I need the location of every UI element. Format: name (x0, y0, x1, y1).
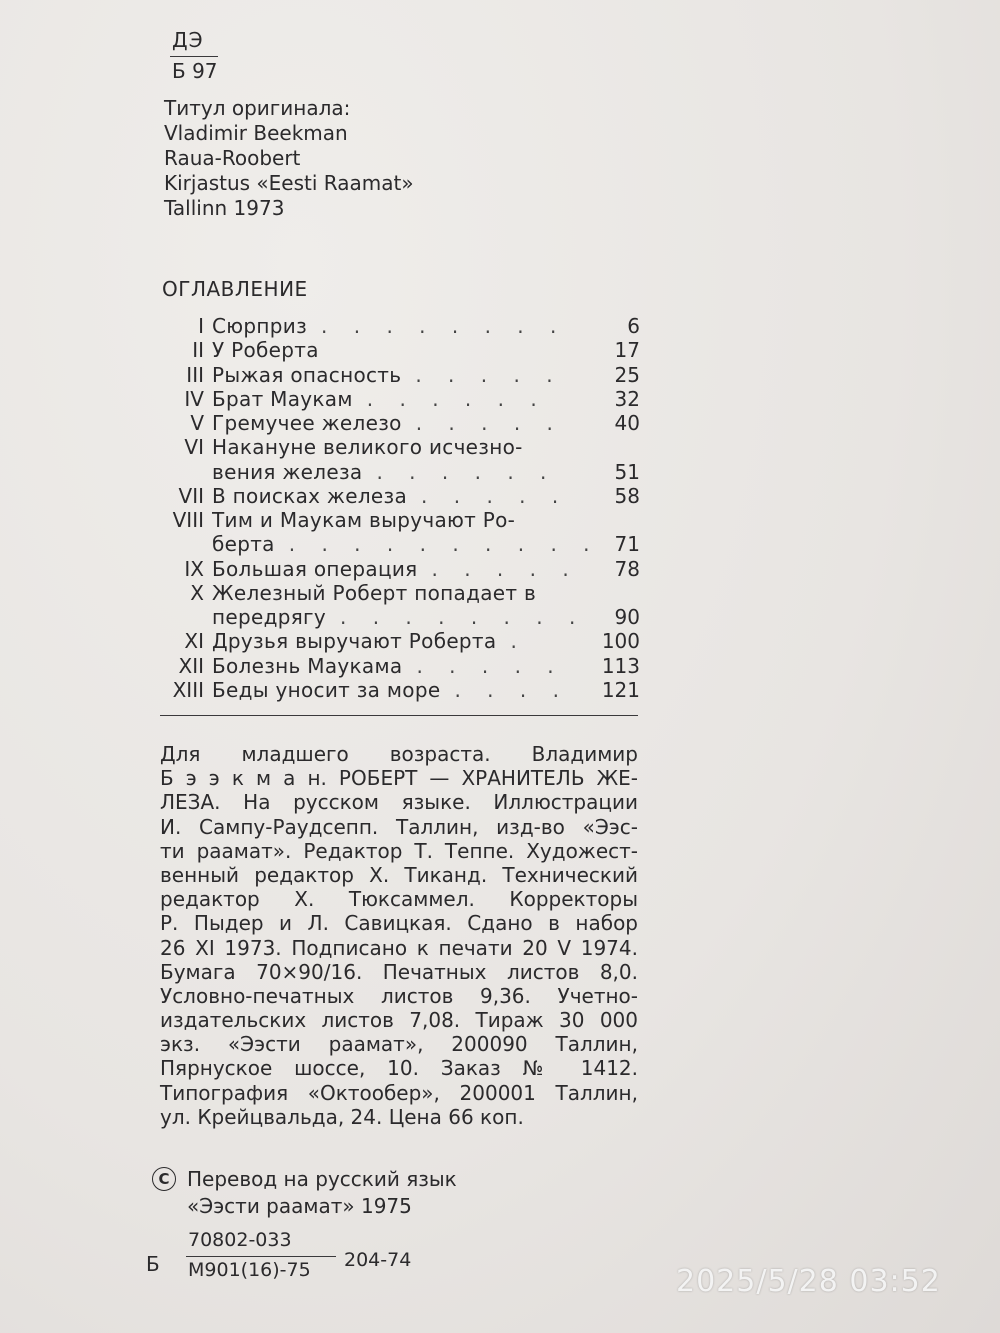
toc-row (150, 581, 640, 605)
toc-chapter-number: III (186, 363, 204, 387)
toc-row (150, 532, 640, 556)
toc-chapter-number: IV (184, 387, 204, 411)
toc-chapter-number: XII (178, 654, 204, 678)
toc-chapter-number: II (192, 338, 204, 362)
toc-chapter-title (212, 435, 610, 459)
imprint-line: издательских листов 7,08. Тираж 30 000 (160, 1008, 638, 1033)
toc-leader-dots: . (510, 629, 527, 653)
copyright-line: «Ээсти раамат» 1975 (187, 1194, 412, 1218)
toc-chapter-number: XIII (172, 678, 204, 702)
imprint-line: Условно-печатных листов 9,36. Учетно- (160, 983, 638, 1008)
imprint-line: Б э э к м а н. РОБЕРТ — ХРАНИТЕЛЬ ЖЕ- (160, 766, 638, 791)
toc-title-text: передрягу (212, 605, 326, 629)
toc-page-number: 78 (614, 557, 640, 581)
catalog-numerator: 70802-033 (188, 1229, 292, 1251)
toc-title-text: Брат Маукам (212, 387, 353, 411)
toc-chapter-title (212, 678, 610, 702)
toc-title-text: Друзья выручают Роберта (212, 629, 497, 653)
toc-leader-dots: . . . . . . (366, 387, 547, 411)
imprint-block (160, 742, 638, 1129)
catalog-letter: Б (146, 1252, 160, 1276)
original-title-line: Raua-Roobert (164, 146, 301, 170)
toc-title-text: У Роберта (212, 338, 319, 362)
catalog-fraction-line (186, 1256, 336, 1257)
imprint-line: ул. Крейцвальда, 24. Цена 66 коп. (160, 1104, 524, 1129)
imprint-line: редактор X. Тюксаммел. Корректоры (160, 887, 638, 912)
original-title-line: Vladimir Beekman (164, 121, 348, 145)
toc-title-text: Рыжая опасность (212, 363, 402, 387)
toc-page-number: 40 (614, 411, 640, 435)
toc-chapter-title (212, 363, 610, 387)
original-title-block (164, 96, 414, 221)
toc-row (150, 484, 640, 508)
toc-page-number: 51 (614, 460, 640, 484)
udc-divider (170, 56, 218, 57)
toc-title-text: Железный Роберт попадает в (212, 581, 537, 605)
toc-chapter-title (212, 605, 610, 629)
toc-row (150, 338, 640, 362)
toc-title-text: Тим и Маукам выручают Ро- (212, 508, 516, 532)
toc-page-number: 113 (601, 654, 640, 678)
toc-chapter-number: X (190, 581, 204, 605)
toc-chapter-title (212, 532, 610, 556)
toc-leader-dots: . . . . . (415, 411, 563, 435)
toc-title-text: вения железа (212, 460, 363, 484)
toc-chapter-title (212, 508, 610, 532)
toc-chapter-number: V (190, 411, 204, 435)
original-title-line: Tallinn 1973 (164, 196, 285, 220)
toc-title-text: В поисках железа (212, 484, 408, 508)
toc-chapter-title (212, 314, 610, 338)
toc-row (150, 605, 640, 629)
toc-row (150, 411, 640, 435)
toc-chapter-number: I (198, 314, 204, 338)
toc-chapter-title (212, 581, 610, 605)
catalog-suffix: 204-74 (344, 1249, 412, 1271)
original-title-line: Титул оригинала: (164, 96, 351, 120)
toc-leader-dots: . . . . . . . . (339, 605, 586, 629)
copyright-line: Перевод на русский язык (187, 1167, 457, 1191)
toc-leader-dots: . . . . . (421, 484, 569, 508)
toc-chapter-title (212, 411, 610, 435)
section-divider (160, 715, 638, 716)
udc-code-bottom: Б 97 (172, 59, 218, 83)
toc-chapter-title (212, 484, 610, 508)
imprint-line: 26 XI 1973. Подписано к печати 20 V 1974. (160, 935, 638, 960)
toc-row (150, 314, 640, 338)
catalog-denominator: М901(16)-75 (188, 1259, 311, 1281)
imprint-line: Бумага 70×90/16. Печатных листов 8,0. (160, 959, 638, 984)
toc-chapter-title (212, 654, 610, 678)
toc-chapter-title (212, 338, 610, 362)
toc-title-text: Болезнь Маукама (212, 654, 403, 678)
imprint-line: Типография «Октообер», 200001 Таллин, (160, 1080, 638, 1105)
toc-leader-dots: . . . . . (431, 557, 579, 581)
imprint-line: Для младшего возраста. Владимир (160, 742, 638, 766)
imprint-line: ти раамат». Редактор Т. Теппе. Художест- (160, 838, 638, 863)
toc-chapter-title (212, 460, 610, 484)
toc-row (150, 629, 640, 653)
toc-chapter-title (212, 629, 610, 653)
toc-chapter-number: IX (184, 557, 204, 581)
imprint-line: венный редактор X. Тиканд. Технический (160, 862, 638, 887)
imprint-line: экз. «Ээсти раамат», 200090 Таллин, (160, 1032, 638, 1057)
toc-chapter-title (212, 387, 610, 411)
photo-timestamp: 2025/5/28 03:52 (676, 1264, 941, 1299)
toc-chapter-number: VIII (172, 508, 204, 532)
toc-row (150, 557, 640, 581)
toc-leader-dots: . . . . . (415, 363, 563, 387)
toc-page-number: 17 (614, 338, 640, 362)
toc-page-number: 121 (601, 678, 640, 702)
toc-row (150, 508, 640, 532)
original-title-line: Kirjastus «Eesti Raamat» (164, 171, 414, 195)
toc-heading: ОГЛАВЛЕНИЕ (162, 277, 308, 301)
toc-chapter-number: VII (178, 484, 204, 508)
toc-page-number: 71 (614, 532, 640, 556)
toc-title-text: берта (212, 532, 275, 556)
toc-leader-dots: . . . . . . . . (321, 314, 567, 338)
udc-code-top: ДЭ (172, 28, 204, 52)
toc-chapter-title (212, 557, 610, 581)
toc-leader-dots: . . . . . . (376, 460, 557, 484)
toc-page-number: 6 (627, 314, 640, 338)
toc-chapter-number: VI (184, 435, 204, 459)
toc-page-number: 90 (614, 605, 640, 629)
toc-row (150, 387, 640, 411)
toc-title-text: Гремучее железо (212, 411, 402, 435)
toc-leader-dots: . . . . . . . . . . (288, 532, 600, 556)
toc-row (150, 678, 640, 702)
toc-row (150, 654, 640, 678)
imprint-line: ЛЕЗА. На русском языке. Иллюстрации (160, 790, 638, 815)
toc-row (150, 363, 640, 387)
toc-page-number: 58 (614, 484, 640, 508)
toc-page-number: 25 (614, 363, 640, 387)
toc-leader-dots: . . . . . (416, 654, 564, 678)
imprint-line: И. Сампу-Раудсепп. Таллин, изд-во «Ээс- (160, 814, 638, 839)
toc-title-text: Беды уносит за море (212, 678, 441, 702)
toc-row (150, 435, 640, 459)
toc-page-number: 32 (614, 387, 640, 411)
copyright-icon: C (152, 1167, 176, 1191)
imprint-line: Р. Пыдер и Л. Савицкая. Сдано в набор (160, 911, 638, 936)
toc-row (150, 460, 640, 484)
toc-page-number: 100 (601, 629, 640, 653)
toc-chapter-number: XI (184, 629, 204, 653)
imprint-line: Пярнуское шоссе, 10. Заказ № 1412. (160, 1056, 638, 1081)
toc-leader-dots: . . . . (454, 678, 569, 702)
copyright-text (187, 1166, 457, 1220)
toc-title-text: Сюрприз (212, 314, 308, 338)
toc-title-text: Большая операция (212, 557, 418, 581)
toc-title-text: Накануне великого исчезно- (212, 435, 523, 459)
